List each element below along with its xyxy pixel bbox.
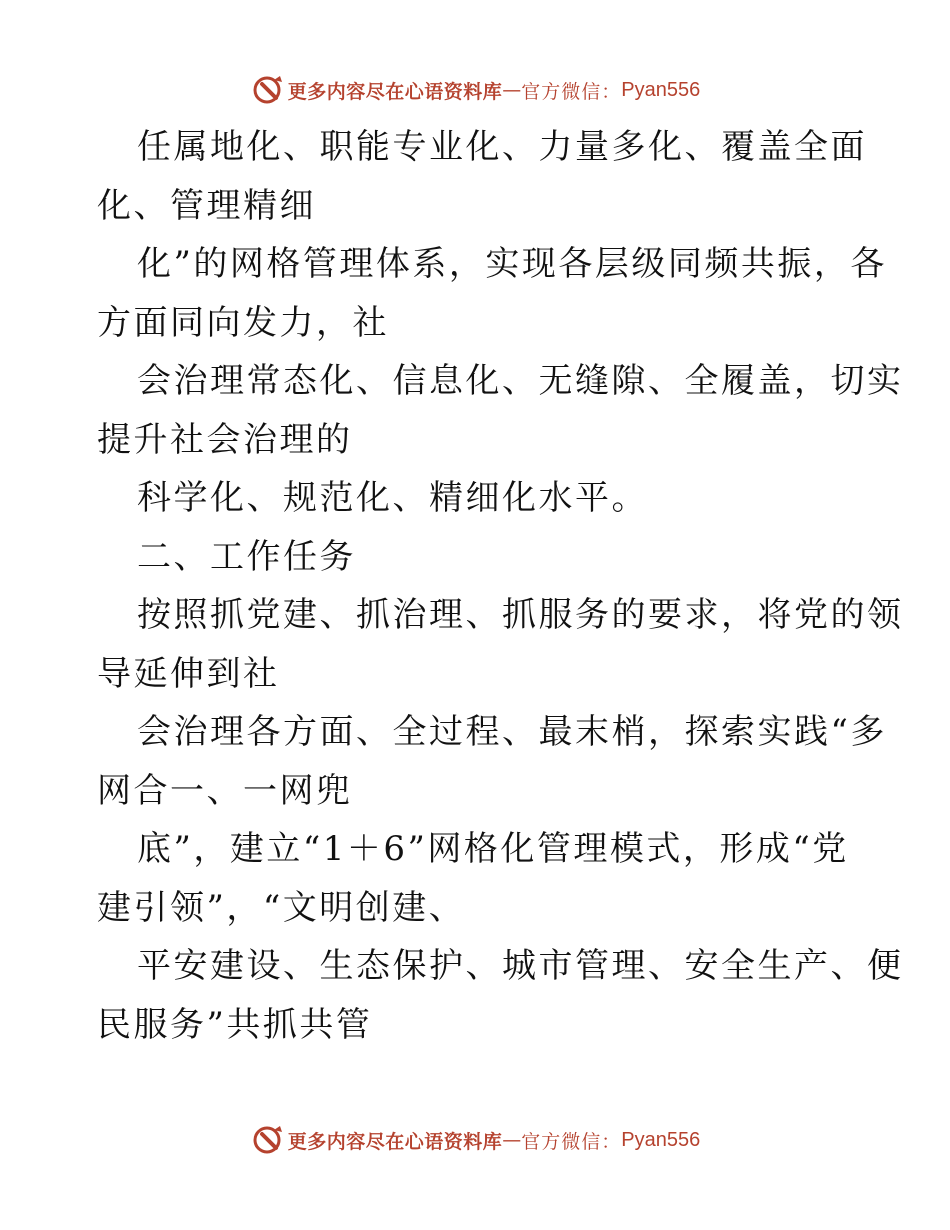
body-line: 底”，建立“1＋6”网格化管理模式，形成“党 [137, 829, 849, 869]
body-line: 任属地化、职能专业化、力量多化、覆盖全面 [137, 127, 867, 167]
header-wechat-label: 官方微信： [521, 80, 622, 103]
body-line: 化、管理精细 [97, 185, 316, 226]
header-wechat-id: Pyan556 [621, 78, 701, 101]
document-body [97, 118, 904, 1054]
section-heading: 二、工作任务 [137, 536, 356, 577]
pen-logo-icon [250, 72, 286, 108]
body-line: 科学化、规范化、精细化水平。 [137, 478, 648, 518]
footer-banner [0, 1120, 950, 1160]
pen-logo-icon [250, 1122, 286, 1158]
header-banner [0, 70, 950, 110]
footer-wechat-label: 官方微信： [521, 1130, 622, 1153]
header-brand-text: 更多内容尽在心语资料库 [287, 80, 503, 103]
body-line: 建引领”，“文明创建、 [97, 887, 466, 928]
body-line: 方面同向发力，社 [97, 302, 389, 343]
footer-separator: — [502, 1129, 522, 1151]
body-line: 民服务”共抓共管 [97, 1004, 373, 1045]
body-line: 会治理各方面、全过程、最末梢，探索实践“多 [137, 712, 887, 752]
body-line: 按照抓党建、抓治理、抓服务的要求，将党的领 [137, 595, 904, 635]
footer-wechat-id: Pyan556 [621, 1128, 701, 1151]
header-separator: — [502, 79, 522, 101]
body-line: 网合一、一网兜 [97, 770, 353, 811]
footer-brand-text: 更多内容尽在心语资料库 [287, 1130, 503, 1153]
body-line: 导延伸到社 [97, 653, 280, 694]
body-line: 会治理常态化、信息化、无缝隙、全履盖，切实 [137, 361, 904, 401]
body-line: 化”的网格管理体系，实现各层级同频共振，各 [137, 244, 887, 284]
body-line: 平安建设、生态保护、城市管理、安全生产、便 [137, 946, 904, 986]
body-line: 提升社会治理的 [97, 419, 353, 460]
